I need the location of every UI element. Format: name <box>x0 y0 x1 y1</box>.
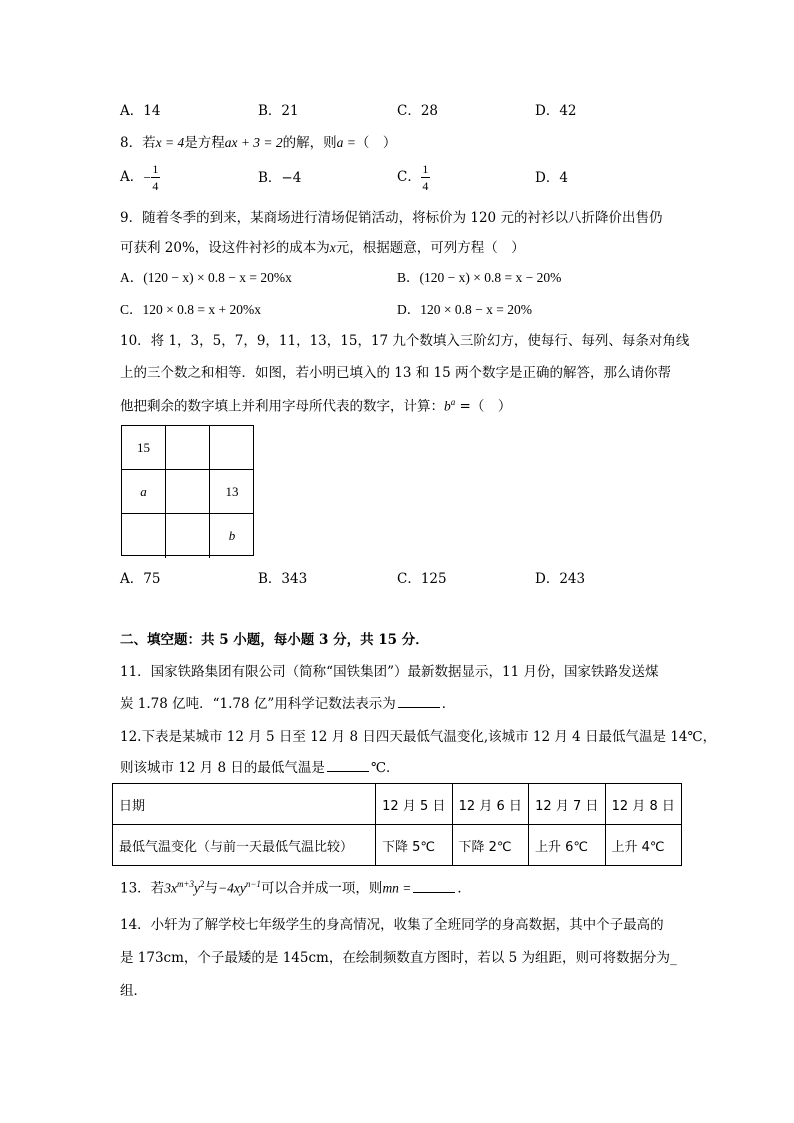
magic-square-cell <box>122 514 166 558</box>
q13-mid2: 可以合并成一项，则 <box>260 880 383 897</box>
q10-option-b: B．343 <box>258 571 308 587</box>
q8-suffix: （ ） <box>355 135 397 151</box>
q10-expr-base: b <box>444 398 451 414</box>
q10-line1: 10．将 1，3，5，7，9，11，13，15，17 九个数填入三阶幻方，使每行、每列、每条对角线 <box>120 333 690 349</box>
q14-line1: 14．小轩为了解学校七年级学生的身高情况，收集了全班同学的身高数据，其中个子最高的 <box>120 917 664 933</box>
fraction-numerator: 1 <box>422 162 429 176</box>
q8-option-c-fraction <box>421 163 430 192</box>
magic-square-cell <box>166 514 210 558</box>
magic-square-cell <box>166 470 210 514</box>
q13-term1: 3x <box>164 880 177 896</box>
q7-option-c: C．28 <box>397 103 439 119</box>
q8-option-a-fraction <box>151 163 160 192</box>
magic-square-cell: b <box>228 528 236 543</box>
table-cell: 下降 2℃ <box>452 825 529 866</box>
magic-square-cell: 15 <box>122 426 166 470</box>
q7-option-d: D．42 <box>535 103 577 119</box>
q8-option-c <box>397 163 430 192</box>
q9-option-d: D．120 × 0.8 − x = 20% <box>397 302 532 317</box>
q10-line3-text: 他把剩余的数字填上并利用字母所代表的数字，计算： <box>120 398 444 415</box>
q13-term1-y: y <box>194 880 201 896</box>
q11-line1: 11．国家铁路集团有限公司（简称“国铁集团”）最新数据显示，11 月份，国家铁路发送煤 <box>120 664 659 680</box>
q8-condition: x = 4 <box>155 135 185 150</box>
q9-option-b: B．(120 − x) × 0.8 = x − 20% <box>397 270 562 285</box>
q10-expr-exponent: a <box>450 397 456 407</box>
q9-option-a: A．(120 − x) × 0.8 − x = 20%x <box>120 270 292 285</box>
magic-square-grid <box>121 425 254 556</box>
q10-line2: 上的三个数之和相等．如图，若小明已填入的 13 和 15 两个数字是正确的解答，那么请你帮 <box>120 365 672 381</box>
q8-ask: a = <box>336 135 356 150</box>
q13-answer-blank[interactable] <box>413 891 455 893</box>
q12-line1: 12.下表是某城市 12 月 5 日至 12 月 8 日四天最低气温变化,该城市 12 月 4 日最低气温是 14℃， <box>120 729 717 745</box>
table-header-cell: 12 月 8 日 <box>605 784 682 825</box>
q9-line1: 9．随着冬季的到来，某商场进行清场促销活动，将标价为 120 元的衬衫以八折降价出售仍 <box>120 210 663 226</box>
fraction-denominator: 4 <box>422 179 429 193</box>
q10-option-d: D．243 <box>535 571 586 587</box>
q13-term1-exp-y: 2 <box>200 879 205 889</box>
q11-line2 <box>120 698 455 712</box>
fraction-denominator: 4 <box>152 179 159 193</box>
q9-option-c: C．120 × 0.8 = x + 20%x <box>120 302 261 317</box>
q13-term2: −4xy <box>218 880 246 896</box>
q10-option-c: C．125 <box>397 571 447 587</box>
q13-stem <box>120 880 471 896</box>
q8-option-d: D．4 <box>535 170 568 186</box>
q8-option-c-label: C． <box>397 168 421 185</box>
q13-ask: mn = <box>382 880 412 896</box>
magic-square-cell <box>166 426 210 470</box>
table-header-cell: 12 月 6 日 <box>452 784 529 825</box>
magic-square-cell <box>210 426 254 470</box>
q10-option-a: A．75 <box>120 571 161 587</box>
q11-end: ． <box>441 696 456 712</box>
q8-option-a <box>120 163 160 192</box>
q9-line2-b: 元，根据题意，可列方程（ ） <box>335 240 525 256</box>
table-cell: 下降 5℃ <box>376 825 453 866</box>
q8-stem <box>120 136 396 151</box>
q13-term2-exp: n−1 <box>245 879 261 889</box>
q13-prefix: 13．若 <box>120 880 165 897</box>
q14-line2: 是 173cm，个子最矮的是 145cm，在绘制频数直方图时，若以 5 为组距，则可将数据分为_ <box>120 950 677 966</box>
q12-line2-text: 则该城市 12 月 8 日的最低气温是 <box>120 760 325 776</box>
q10-line3 <box>120 398 511 414</box>
q13-term1-exp-x: m+3 <box>176 879 195 889</box>
q8-option-a-sign: − <box>143 169 151 185</box>
q8-prefix: 8．若 <box>120 135 156 151</box>
q8-equation: ax + 3 = 2 <box>224 135 283 150</box>
q14-line3: 组． <box>120 983 147 999</box>
q12-answer-blank[interactable] <box>327 770 369 772</box>
q11-line2-text: 炭 1.78 亿吨．“1.78 亿”用科学记数法表示为 <box>120 696 396 712</box>
q12-line2 <box>120 762 400 776</box>
table-cell: 最低气温变化（与前一天最低气温比较） <box>113 825 376 866</box>
q9-line2 <box>120 241 525 256</box>
table-header-cell: 日期 <box>113 784 376 825</box>
q8-mid2: 的解，则 <box>282 135 337 151</box>
q12-unit: ℃． <box>370 760 400 776</box>
q9-variable: x <box>329 240 336 255</box>
q8-option-a-label: A． <box>120 168 144 185</box>
q7-option-b: B．21 <box>258 103 299 119</box>
q7-option-a: A．14 <box>120 103 161 119</box>
q9-line2-a: 可获利 20%，设这件衬衫的成本为 <box>120 240 330 256</box>
q8-mid: 是方程 <box>184 135 225 151</box>
magic-square-cell: 13 <box>210 470 254 514</box>
table-cell: 上升 4℃ <box>605 825 682 866</box>
table-row <box>113 825 682 866</box>
fraction-numerator: 1 <box>152 162 159 176</box>
table-row <box>113 784 682 825</box>
q8-option-b: B．−4 <box>258 170 302 186</box>
q10-expr-tail: =（ ） <box>455 398 512 415</box>
q13-end: ． <box>457 880 471 897</box>
magic-square-cell: a <box>122 470 166 514</box>
temperature-table <box>112 783 682 866</box>
q11-answer-blank[interactable] <box>398 706 440 708</box>
table-header-cell: 12 月 7 日 <box>529 784 606 825</box>
table-cell: 上升 6℃ <box>529 825 606 866</box>
table-header-cell: 12 月 5 日 <box>376 784 453 825</box>
q13-mid: 与 <box>204 880 219 897</box>
section-2-title: 二、填空题：共 5 小题，每小题 3 分，共 15 分． <box>120 632 429 648</box>
